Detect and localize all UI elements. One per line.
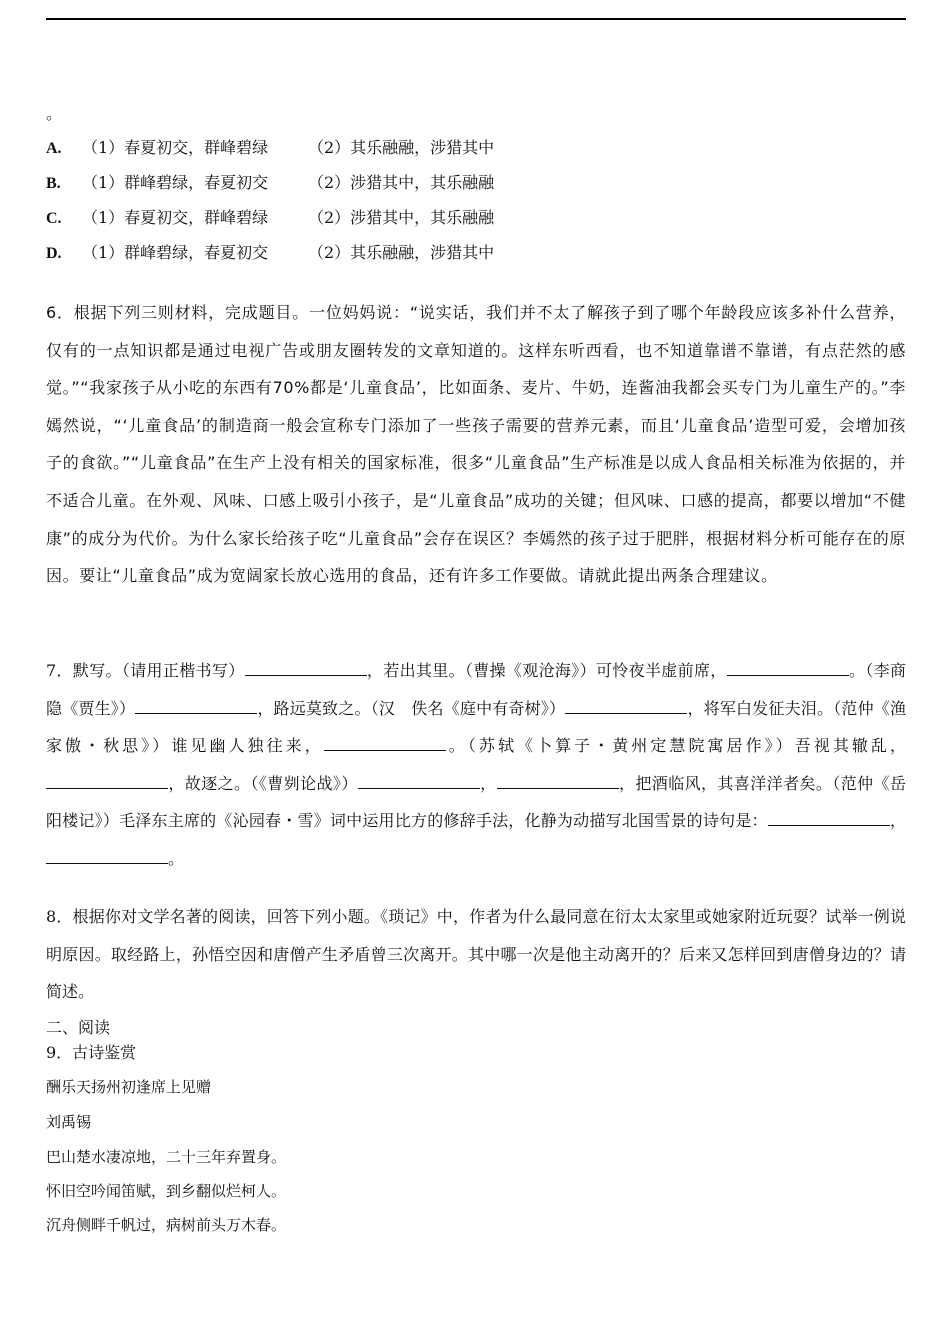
option-part-1: （1）春夏初交，群峰碧绿 <box>82 208 269 227</box>
answer-blank[interactable] <box>46 774 168 789</box>
option-a[interactable] <box>46 138 494 159</box>
poem-author: 刘禹锡 <box>46 1113 92 1131</box>
answer-blank[interactable] <box>46 849 168 864</box>
q7-text: ，路远莫致之。（汉 佚名《庭中有奇树》） <box>257 698 566 718</box>
q7-text: ， <box>889 811 906 831</box>
option-letter: A. <box>46 140 62 157</box>
q7-text: ，故逐之。（《曹刿论战》） <box>168 773 358 793</box>
option-d[interactable] <box>46 243 494 264</box>
q7-text: 7．默写。（请用正楷书写） <box>46 661 245 680</box>
option-part-2: （2）涉猎其中，其乐融融 <box>308 208 495 227</box>
answer-blank[interactable] <box>497 774 619 789</box>
question-8: 8．根据你对文学名著的阅读，回答下列小题。《琐记》中，作者为什么最同意在衍太太家里或她家附近玩耍？试举一例说明原因。取经路上，孙悟空因和唐僧产生矛盾曾三次离开。其中哪一次是他主动离开的？后来又怎样回到唐僧身边的？请简述。 <box>46 907 906 1002</box>
answer-blank[interactable] <box>768 811 890 826</box>
q7-text: 。（李商隐《贾生》） <box>46 661 906 718</box>
poem-line: 沉舟侧畔千帆过，病树前头万木春。 <box>46 1216 287 1234</box>
section-heading: 二、阅读 <box>46 1018 111 1037</box>
q7-text: ， <box>479 773 497 793</box>
poem-line: 巴山楚水凄凉地，二十三年弃置身。 <box>46 1148 287 1166</box>
answer-blank[interactable] <box>358 774 480 789</box>
question-9-title: 9．古诗鉴赏 <box>46 1043 137 1062</box>
option-letter: C. <box>46 210 62 227</box>
option-part-2: （2）其乐融融，涉猎其中 <box>308 138 495 157</box>
q7-text: ，把酒临风，其喜洋洋者矣。（范仲《岳阳楼记》）毛泽东主席的《沁园春・雪》词中运用比方的修辞手法，化静为动描写北国雪景的诗句是： <box>46 773 906 831</box>
option-c[interactable] <box>46 208 494 229</box>
option-part-1: （1）群峰碧绿，春夏初交 <box>82 243 269 262</box>
answer-blank[interactable] <box>565 699 687 714</box>
option-part-1: （1）春夏初交，群峰碧绿 <box>82 138 269 157</box>
poem-title: 酬乐天扬州初逢席上见赠 <box>46 1078 212 1096</box>
q7-text: ，若出其里。（曹操《观沧海》）可怜夜半虚前席， <box>366 661 727 680</box>
option-letter: D. <box>46 245 62 262</box>
poem-line: 怀旧空吟闻笛赋，到乡翻似烂柯人。 <box>46 1182 287 1200</box>
q7-text: ，将军白发征夫泪。（范仲《渔家傲・秋思》）谁见幽人独往来， <box>46 698 906 756</box>
answer-blank[interactable] <box>324 736 446 751</box>
question-6: 6．根据下列三则材料，完成题目。一位妈妈说：“说实话，我们并不太了解孩子到了哪个年龄段应该多补什么营养，仅有的一点知识都是通过电视广告或朋友圈转发的文章知道的。这样东听西看，也不知道靠谱不靠谱，有点茫然的感觉。”“我家孩子从小吃的东西有70%都是‘儿童食品’，比如面条、麦片、牛奶，连酱油我都会买专门为儿童生产的。”李嫣然说，“‘儿童食品’的制造商一般会宣称专门添加了一些孩子需要的营养元素，而且‘儿童食品’造型可爱，会增加孩子的食欲。”“儿童食品”在生产上没有相关的国家标准，很多“儿童食品”生产标准是以成人食品相关标准为依据的，并不适合儿童。在外观、风味、口感上吸引小孩子，是“儿童食品”成功的关键；但风味、口感的提高，都要以增加“不健康”的成分为代价。为什么家长给孩子吃“儿童食品”会存在误区？李嫣然的孩子过于肥胖，根据材料分析可能存在的原因。要让“儿童食品”成为宽阔家长放心选用的食品，还有许多工作要做。请就此提出两条合理建议。 <box>46 303 906 586</box>
option-part-1: （1）群峰碧绿，春夏初交 <box>82 173 269 192</box>
answer-blank[interactable] <box>245 661 367 676</box>
option-b[interactable] <box>46 173 494 194</box>
option-part-2: （2）其乐融融，涉猎其中 <box>308 243 495 262</box>
q7-text: 。（苏轼《卜算子・黄州定慧院寓居作》）吾视其辙乱， <box>445 736 906 756</box>
answer-blank[interactable] <box>135 699 257 714</box>
q7-text: 。 <box>168 848 185 868</box>
question-7 <box>46 652 906 878</box>
header-rule <box>46 18 906 20</box>
answer-blank[interactable] <box>727 661 849 676</box>
leading-mark: 。 <box>46 104 63 123</box>
option-part-2: （2）涉猎其中，其乐融融 <box>308 173 495 192</box>
option-letter: B. <box>46 175 61 192</box>
